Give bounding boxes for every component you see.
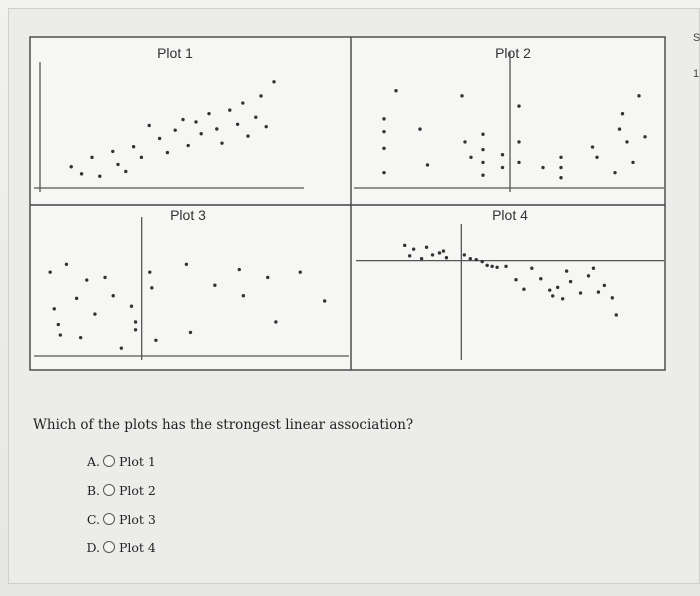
- plot-4-title: Plot 4: [492, 207, 528, 223]
- option-d-label: Plot 4: [119, 539, 156, 555]
- plot-3-point: [266, 276, 269, 279]
- plot-3-point: [299, 270, 302, 273]
- option-a-letter: A.: [86, 453, 100, 469]
- plot-1-point: [254, 116, 257, 119]
- plot-4-point: [485, 264, 488, 267]
- plot-1-point: [194, 120, 197, 123]
- plot-3-point: [59, 333, 62, 336]
- plot-4-point: [480, 260, 483, 263]
- plot-2-point: [621, 112, 624, 115]
- plot-4-point: [530, 267, 533, 270]
- plot-1-point: [80, 172, 83, 175]
- plot-4-point: [611, 296, 614, 299]
- plot-2-point: [618, 127, 621, 130]
- plot-1-point: [259, 94, 262, 97]
- plot-4-point: [463, 253, 466, 256]
- plot-2-point: [501, 153, 504, 156]
- plot-1-point: [98, 175, 101, 178]
- plot-4-point: [522, 288, 525, 291]
- plot-1-point: [166, 151, 169, 154]
- option-b[interactable]: [78, 481, 156, 499]
- option-c-letter: C.: [86, 511, 100, 527]
- plot-3-point: [238, 268, 241, 271]
- plot-3-point: [130, 305, 133, 308]
- plot-4-point: [420, 257, 423, 260]
- plot-1-point: [265, 125, 268, 128]
- plot-1-title: Plot 1: [157, 45, 193, 61]
- option-b-radio-icon[interactable]: [103, 484, 115, 496]
- plot-1-point: [148, 124, 151, 127]
- plot-4-point: [408, 254, 411, 257]
- plot-4-point: [551, 294, 554, 297]
- plot-2-point: [382, 130, 385, 133]
- plot-1-point: [158, 137, 161, 140]
- plot-2-point: [481, 148, 484, 151]
- plot-2-point: [613, 171, 616, 174]
- plot-3-point: [93, 312, 96, 315]
- plot-4-point: [603, 284, 606, 287]
- plot-3-point: [274, 320, 277, 323]
- option-d[interactable]: [78, 538, 156, 556]
- plot-2-point: [501, 166, 504, 169]
- plot-2-point: [643, 135, 646, 138]
- plot-4-point: [495, 266, 498, 269]
- plot-4-point: [548, 288, 551, 291]
- plot-1-point: [215, 127, 218, 130]
- plot-4-point: [556, 286, 559, 289]
- plot-2-point: [559, 176, 562, 179]
- plot-3-point: [148, 270, 151, 273]
- plot-4-point: [475, 258, 478, 261]
- option-c[interactable]: [78, 510, 156, 528]
- plot-2-point: [631, 161, 634, 164]
- plots-frame: [30, 37, 665, 370]
- plot-2-point: [460, 94, 463, 97]
- plot-4-point: [504, 265, 507, 268]
- plot-3-point: [79, 336, 82, 339]
- plot-2-point: [517, 104, 520, 107]
- plot-2-point: [394, 89, 397, 92]
- plot-3-title: Plot 3: [170, 207, 206, 223]
- plot-3-point: [213, 284, 216, 287]
- plot-1-point: [174, 128, 177, 131]
- question-text: Which of the plots has the strongest linear association?: [33, 417, 414, 433]
- plot-2-point: [382, 171, 385, 174]
- plot-1-point: [187, 144, 190, 147]
- plot-3-point: [134, 320, 137, 323]
- plot-1-point: [207, 112, 210, 115]
- plot-2-point: [481, 174, 484, 177]
- plot-3-point: [150, 286, 153, 289]
- plot-3-point: [48, 270, 51, 273]
- plot-1-point: [246, 134, 249, 137]
- plot-4-point: [403, 244, 406, 247]
- plot-2-point: [541, 166, 544, 169]
- plot-3-point: [154, 339, 157, 342]
- plot-1-point: [111, 150, 114, 153]
- option-a-radio-icon[interactable]: [103, 455, 115, 467]
- option-d-radio-icon[interactable]: [103, 541, 115, 553]
- plot-2-point: [382, 117, 385, 120]
- plot-4-point: [412, 247, 415, 250]
- option-c-label: Plot 3: [119, 511, 156, 527]
- plot-1-point: [140, 156, 143, 159]
- plot-4-point: [579, 291, 582, 294]
- plot-4-point: [445, 256, 448, 259]
- plot-2-title: Plot 2: [495, 45, 531, 61]
- plot-2-point: [559, 166, 562, 169]
- plot-2-point: [469, 156, 472, 159]
- plot-1-point: [181, 118, 184, 121]
- plot-3-point: [65, 263, 68, 266]
- plot-4-point: [469, 257, 472, 260]
- plot-4-point: [561, 297, 564, 300]
- plot-1-point: [236, 123, 239, 126]
- plot-4-point: [615, 313, 618, 316]
- plot-1-point: [70, 165, 73, 168]
- option-b-label: Plot 2: [119, 482, 156, 498]
- plot-3-point: [57, 323, 60, 326]
- plot-4-point: [565, 269, 568, 272]
- plot-1-point: [241, 101, 244, 104]
- plot-4-point: [431, 253, 434, 256]
- plot-4-point: [592, 267, 595, 270]
- option-b-letter: B.: [86, 482, 100, 498]
- option-a[interactable]: [78, 452, 156, 470]
- plot-4-point: [442, 249, 445, 252]
- option-d-letter: D.: [86, 539, 100, 555]
- plot-1-point: [272, 80, 275, 83]
- plot-2-point: [426, 163, 429, 166]
- option-a-label: Plot 1: [119, 453, 156, 469]
- plot-4-point: [425, 246, 428, 249]
- plot-1-point: [116, 163, 119, 166]
- plot-2-point: [637, 94, 640, 97]
- plot-2-point: [517, 140, 520, 143]
- plot-2-point: [382, 147, 385, 150]
- plot-1-point: [132, 145, 135, 148]
- plot-2-point: [481, 161, 484, 164]
- plot-2-point: [595, 156, 598, 159]
- plot-3-point: [75, 297, 78, 300]
- plot-3-point: [85, 278, 88, 281]
- plot-2-point: [517, 161, 520, 164]
- plot-1-point: [124, 170, 127, 173]
- plot-2-point: [463, 140, 466, 143]
- plot-1-point: [228, 108, 231, 111]
- edge-text-2: 1: [693, 68, 700, 80]
- plot-2-point: [591, 145, 594, 148]
- edge-text-1: S: [693, 32, 700, 44]
- plot-3-point: [112, 294, 115, 297]
- plot-4-point: [597, 290, 600, 293]
- plot-3-point: [103, 276, 106, 279]
- plot-2-point: [418, 127, 421, 130]
- plot-3-point: [120, 346, 123, 349]
- plot-4-point: [587, 274, 590, 277]
- plot-1-point: [220, 141, 223, 144]
- plot-3-point: [242, 294, 245, 297]
- plot-4-point: [438, 251, 441, 254]
- plot-4-point: [490, 265, 493, 268]
- plot-3-point: [189, 331, 192, 334]
- plot-2-point: [559, 156, 562, 159]
- plot-3-point: [53, 307, 56, 310]
- option-c-radio-icon[interactable]: [103, 513, 115, 525]
- plot-1-point: [90, 156, 93, 159]
- plot-3-point: [134, 328, 137, 331]
- plot-1-point: [200, 132, 203, 135]
- plot-4-point: [514, 278, 517, 281]
- plot-2-point: [481, 133, 484, 136]
- plot-3-point: [185, 263, 188, 266]
- plot-4-point: [569, 280, 572, 283]
- plot-3-point: [323, 299, 326, 302]
- plot-2-point: [625, 140, 628, 143]
- plot-4-point: [539, 277, 542, 280]
